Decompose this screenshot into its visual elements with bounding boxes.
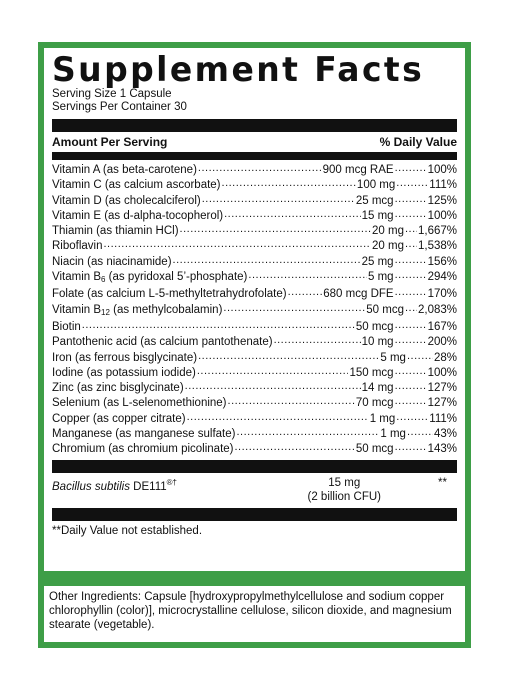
nutrient-name: Chromium (as chromium picolinate) bbox=[52, 443, 234, 456]
nutrient-name: Folate (as calcium L-5-methyltetrahydrofolate) bbox=[52, 288, 287, 301]
footnote-divider bbox=[52, 508, 457, 521]
nutrient-row bbox=[52, 239, 457, 254]
nutrient-amount: 1 mg bbox=[369, 412, 396, 425]
nutrient-dv: 2,083% bbox=[417, 303, 457, 316]
nutrient-dv: 28% bbox=[433, 351, 457, 364]
nutrient-row bbox=[52, 270, 457, 287]
nutrient-name: Riboflavin bbox=[52, 240, 103, 253]
probiotic-amount: 15 mg (2 billion CFU) bbox=[307, 476, 381, 503]
nutrient-dv: 100% bbox=[427, 209, 457, 222]
leader-dots bbox=[395, 255, 427, 265]
nutrient-name: Vitamin D (as cholecalciferol) bbox=[52, 194, 201, 207]
nutrient-amount: 50 mcg bbox=[355, 443, 394, 456]
leader-dots bbox=[104, 239, 372, 249]
nutrient-name: Iodine (as potassium iodide) bbox=[52, 366, 196, 379]
nutrient-amount: 150 mcg bbox=[349, 366, 394, 379]
thick-divider bbox=[52, 119, 457, 132]
nutrient-row bbox=[52, 163, 457, 178]
nutrient-row bbox=[52, 287, 457, 302]
leader-dots bbox=[405, 303, 417, 313]
nutrient-row bbox=[52, 194, 457, 209]
nutrient-name: Copper (as copper citrate) bbox=[52, 412, 186, 425]
nutrient-dv: 43% bbox=[433, 428, 457, 441]
nutrient-row bbox=[52, 442, 457, 457]
leader-dots bbox=[180, 224, 371, 234]
leader-dots bbox=[395, 396, 427, 406]
nutrient-name: Vitamin A (as beta-carotene) bbox=[52, 164, 197, 176]
leader-dots bbox=[187, 412, 369, 422]
nutrient-amount: 14 mg bbox=[361, 382, 394, 395]
leader-dots bbox=[395, 335, 427, 345]
nutrient-dv: 143% bbox=[427, 443, 457, 456]
nutrient-amount: 50 mcg bbox=[355, 320, 394, 333]
leader-dots bbox=[274, 335, 361, 345]
nutrient-row bbox=[52, 366, 457, 381]
header-divider bbox=[52, 152, 457, 160]
nutrient-amount: 70 mcg bbox=[355, 397, 394, 410]
leader-dots bbox=[228, 396, 355, 406]
leader-dots bbox=[198, 351, 379, 361]
nutrient-list bbox=[52, 160, 457, 458]
nutrient-name: Biotin bbox=[52, 320, 81, 333]
dv-header: % Daily Value bbox=[379, 135, 457, 149]
nutrient-amount: 20 mg bbox=[372, 225, 404, 238]
nutrient-row bbox=[52, 320, 457, 335]
nutrient-row bbox=[52, 209, 457, 224]
leader-dots bbox=[222, 178, 356, 188]
nutrient-dv: 125% bbox=[427, 194, 457, 207]
leader-dots bbox=[395, 366, 427, 376]
leader-dots bbox=[173, 255, 361, 265]
nutrient-row bbox=[52, 303, 457, 320]
nutrient-dv: 111% bbox=[429, 412, 457, 425]
leader-dots bbox=[395, 194, 427, 204]
nutrient-name: Thiamin (as thiamin HCl) bbox=[52, 225, 179, 238]
leader-dots bbox=[395, 442, 427, 452]
column-header bbox=[52, 132, 457, 152]
leader-dots bbox=[288, 287, 323, 297]
leader-dots bbox=[82, 320, 355, 330]
nutrient-dv: 170% bbox=[427, 288, 457, 301]
leader-dots bbox=[185, 381, 361, 391]
nutrient-amount: 680 mcg DFE bbox=[323, 288, 394, 301]
nutrient-row bbox=[52, 224, 457, 239]
nutrient-name: Niacin (as niacinamide) bbox=[52, 255, 172, 268]
other-ingredients-panel bbox=[44, 586, 465, 642]
nutrient-row bbox=[52, 396, 457, 411]
nutrient-amount: 50 mcg bbox=[366, 303, 404, 316]
probiotic-name: Bacillus subtilis DE111®† bbox=[52, 477, 177, 493]
leader-dots bbox=[407, 351, 433, 361]
leader-dots bbox=[224, 209, 361, 219]
nutrient-name: Selenium (as L-selenomethionine) bbox=[52, 397, 227, 410]
leader-dots bbox=[395, 209, 427, 219]
nutrient-name: Vitamin C (as calcium ascorbate) bbox=[52, 179, 221, 192]
nutrient-row bbox=[52, 381, 457, 396]
leader-dots bbox=[395, 320, 427, 330]
nutrient-amount: 1 mg bbox=[380, 428, 406, 441]
leader-dots bbox=[407, 427, 433, 437]
leader-dots bbox=[396, 178, 428, 188]
other-ingredients: Other Ingredients: Capsule [hydroxypropylmethylcellulose and sodium copper chlorophyllin (color)], microcrystalline cellulose, silicon dioxide, and magnesium stearate (vegetable). bbox=[49, 591, 452, 631]
nutrient-row bbox=[52, 351, 457, 366]
nutrient-dv: 1,667% bbox=[417, 225, 457, 238]
nutrient-row bbox=[52, 178, 457, 193]
nutrient-amount: 20 mg bbox=[372, 240, 404, 253]
leader-dots bbox=[198, 163, 322, 173]
nutrient-amount: 10 mg bbox=[361, 336, 394, 349]
nutrient-name: Iron (as ferrous bisglycinate) bbox=[52, 351, 198, 364]
nutrient-name: Manganese (as manganese sulfate) bbox=[52, 428, 236, 441]
leader-dots bbox=[396, 412, 428, 422]
nutrient-amount: 15 mg bbox=[361, 209, 394, 222]
probiotic-divider bbox=[52, 460, 457, 473]
leader-dots bbox=[395, 287, 427, 297]
probiotic-dv: ** bbox=[438, 476, 447, 489]
nutrient-dv: 100% bbox=[427, 164, 457, 176]
leader-dots bbox=[395, 163, 427, 173]
supplement-facts-panel bbox=[44, 48, 465, 571]
nutrient-dv: 156% bbox=[427, 255, 457, 268]
probiotic-row bbox=[52, 473, 457, 508]
label-frame bbox=[38, 42, 471, 648]
nutrient-dv: 127% bbox=[427, 397, 457, 410]
servings-per-container: Servings Per Container 30 bbox=[52, 101, 187, 113]
leader-dots bbox=[405, 224, 417, 234]
nutrient-amount: 900 mcg RAE bbox=[322, 164, 394, 176]
nutrient-dv: 127% bbox=[427, 382, 457, 395]
nutrient-amount: 25 mcg bbox=[355, 194, 394, 207]
nutrient-name: Vitamin E (as d-alpha-tocopherol) bbox=[52, 209, 224, 222]
nutrient-dv: 294% bbox=[427, 271, 457, 284]
nutrient-row bbox=[52, 412, 457, 427]
nutrient-row bbox=[52, 255, 457, 270]
leader-dots bbox=[395, 270, 427, 280]
nutrient-dv: 111% bbox=[429, 179, 457, 192]
nutrient-amount: 5 mg bbox=[368, 271, 394, 284]
label-title: Supplement Facts bbox=[52, 50, 425, 90]
footnote: **Daily Value not established. bbox=[52, 524, 203, 537]
nutrient-name: Vitamin $B_6$ (as pyridoxal 5’-phosphate) bbox=[52, 271, 248, 285]
nutrient-row bbox=[52, 427, 457, 442]
leader-dots bbox=[248, 270, 367, 280]
leader-dots bbox=[405, 239, 417, 249]
leader-dots bbox=[395, 381, 427, 391]
nutrient-dv: 167% bbox=[427, 320, 457, 333]
leader-dots bbox=[202, 194, 355, 204]
amount-header: Amount Per Serving bbox=[52, 135, 168, 149]
nutrient-dv: 200% bbox=[427, 336, 457, 349]
nutrient-amount: 5 mg bbox=[380, 351, 406, 364]
leader-dots bbox=[197, 366, 349, 376]
nutrient-dv: 100% bbox=[427, 366, 457, 379]
nutrient-amount: 100 mg bbox=[356, 179, 396, 192]
leader-dots bbox=[235, 442, 355, 452]
leader-dots bbox=[223, 303, 365, 313]
leader-dots bbox=[236, 427, 379, 437]
nutrient-name: Vitamin $B_{12}$ (as methylcobalamin) bbox=[52, 303, 223, 317]
nutrient-name: Zinc (as zinc bisglycinate) bbox=[52, 382, 184, 395]
nutrient-amount: 25 mg bbox=[361, 255, 394, 268]
nutrient-dv: 1,538% bbox=[417, 240, 457, 253]
serving-size: Serving Size 1 Capsule bbox=[52, 88, 172, 100]
nutrient-row bbox=[52, 335, 457, 350]
nutrient-name: Pantothenic acid (as calcium pantothenate) bbox=[52, 336, 273, 349]
